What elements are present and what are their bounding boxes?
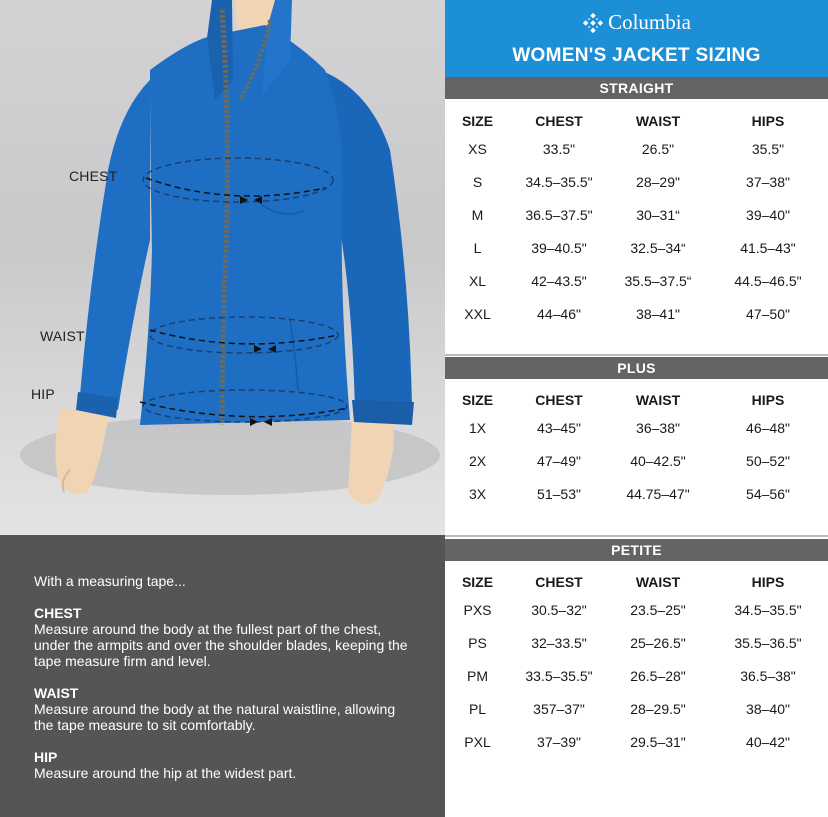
waist-cell: 40–42.5" bbox=[630, 452, 686, 469]
hips-cell: 41.5–43" bbox=[740, 239, 796, 256]
chest-cell: 34.5–35.5" bbox=[525, 173, 593, 190]
hip-instruction bbox=[34, 749, 411, 781]
size-cell: S bbox=[472, 173, 483, 190]
hips-cell: 47–50" bbox=[746, 305, 790, 322]
size-cell: 3X bbox=[468, 485, 487, 502]
section-divider bbox=[445, 535, 828, 537]
jacket-illustration bbox=[0, 0, 445, 535]
table-row bbox=[445, 659, 828, 692]
hip-measure-label: HIP bbox=[31, 386, 55, 402]
straight-section-title: STRAIGHT bbox=[445, 77, 828, 99]
hips-cell: 39–40" bbox=[746, 206, 790, 223]
section-divider bbox=[445, 354, 828, 356]
table-header-row bbox=[445, 110, 828, 132]
column-header: HIPS bbox=[751, 392, 785, 408]
waist-cell: 26.5–28" bbox=[630, 667, 686, 684]
hips-cell: 50–52" bbox=[746, 452, 790, 469]
petite-size-section bbox=[445, 539, 828, 758]
sizing-header bbox=[445, 0, 828, 77]
table-row bbox=[445, 593, 828, 626]
chest-cell: 43–45" bbox=[537, 419, 581, 436]
instructions-intro: With a measuring tape... bbox=[34, 573, 186, 589]
straight-size-section bbox=[445, 77, 828, 330]
jacket-illustration-panel bbox=[0, 0, 445, 535]
chest-instruction-heading: CHEST bbox=[34, 605, 82, 621]
size-cell: XL bbox=[468, 272, 487, 289]
waist-measure-label: WAIST bbox=[40, 328, 85, 344]
waist-instruction-text: Measure around the body at the natural waistline, allowing the tape measure to sit comfortably. bbox=[34, 701, 396, 733]
petite-size-table bbox=[445, 571, 828, 758]
table-row bbox=[445, 692, 828, 725]
table-row bbox=[445, 231, 828, 264]
chest-instruction bbox=[34, 605, 411, 669]
plus-size-section bbox=[445, 357, 828, 510]
table-row bbox=[445, 411, 828, 444]
column-header: WAIST bbox=[635, 392, 681, 408]
waist-cell: 25–26.5" bbox=[630, 634, 686, 651]
table-row bbox=[445, 297, 828, 330]
table-header-row bbox=[445, 389, 828, 411]
size-cell: PL bbox=[468, 700, 487, 717]
chest-instruction-text: Measure around the body at the fullest part of the chest, under the armpits and over the shoulder blades, keeping the tape measure firm and level. bbox=[34, 621, 408, 669]
waist-instruction-heading: WAIST bbox=[34, 685, 79, 701]
column-header: HIPS bbox=[751, 113, 785, 129]
size-cell: PM bbox=[467, 667, 488, 684]
table-row bbox=[445, 198, 828, 231]
table-row bbox=[445, 477, 828, 510]
hips-cell: 40–42" bbox=[746, 733, 790, 750]
plus-section-title: PLUS bbox=[445, 357, 828, 379]
column-header: WAIST bbox=[635, 574, 681, 590]
hips-cell: 36.5–38" bbox=[740, 667, 796, 684]
hips-cell: 44.5–46.5" bbox=[734, 272, 802, 289]
waist-cell: 30–31“ bbox=[636, 206, 680, 223]
chest-cell: 33.5–35.5" bbox=[525, 667, 593, 684]
chest-cell: 51–53" bbox=[537, 485, 581, 502]
size-cell: PXL bbox=[464, 733, 491, 750]
column-header: CHEST bbox=[535, 113, 583, 129]
table-row bbox=[445, 165, 828, 198]
hips-cell: 38–40" bbox=[746, 700, 790, 717]
hips-cell: 35.5" bbox=[751, 140, 785, 157]
brand-logo bbox=[445, 10, 828, 35]
chest-cell: 36.5–37.5" bbox=[525, 206, 593, 223]
chest-cell: 357–37" bbox=[533, 700, 585, 717]
plus-size-table bbox=[445, 389, 828, 510]
waist-cell: 38–41" bbox=[636, 305, 680, 322]
chest-measure-label: CHEST bbox=[69, 168, 118, 184]
column-header: CHEST bbox=[535, 574, 583, 590]
chest-cell: 42–43.5" bbox=[531, 272, 587, 289]
waist-cell: 36–38" bbox=[636, 419, 680, 436]
brand-name: Columbia bbox=[608, 10, 691, 34]
table-header-row bbox=[445, 571, 828, 593]
hips-cell: 54–56" bbox=[746, 485, 790, 502]
chest-cell: 32–33.5" bbox=[531, 634, 587, 651]
hip-instruction-heading: HIP bbox=[34, 749, 58, 765]
chest-cell: 37–39" bbox=[537, 733, 581, 750]
hips-cell: 34.5–35.5" bbox=[734, 601, 802, 618]
size-cell: 1X bbox=[468, 419, 487, 436]
table-row bbox=[445, 444, 828, 477]
waist-cell: 28–29.5" bbox=[630, 700, 686, 717]
size-cell: PXS bbox=[463, 601, 492, 618]
chest-cell: 44–46" bbox=[537, 305, 581, 322]
chest-cell: 30.5–32" bbox=[531, 601, 587, 618]
hip-instruction-text: Measure around the hip at the widest part. bbox=[34, 765, 297, 781]
size-cell: XXL bbox=[464, 305, 491, 322]
hips-cell: 35.5–36.5" bbox=[734, 634, 802, 651]
waist-cell: 29.5–31" bbox=[630, 733, 686, 750]
chest-cell: 33.5" bbox=[542, 140, 576, 157]
straight-size-table bbox=[445, 110, 828, 330]
petite-section-title: PETITE bbox=[445, 539, 828, 561]
column-header: SIZE bbox=[461, 392, 494, 408]
waist-cell: 23.5–25" bbox=[630, 601, 686, 618]
measuring-instructions bbox=[0, 535, 445, 817]
hips-cell: 46–48" bbox=[746, 419, 790, 436]
waist-instruction bbox=[34, 685, 411, 733]
waist-cell: 35.5–37.5“ bbox=[624, 272, 692, 289]
column-header: SIZE bbox=[461, 113, 494, 129]
hips-cell: 37–38" bbox=[746, 173, 790, 190]
chest-cell: 47–49" bbox=[537, 452, 581, 469]
size-cell: L bbox=[473, 239, 482, 256]
columbia-diamond-logo-icon bbox=[582, 12, 604, 34]
column-header: CHEST bbox=[535, 392, 583, 408]
size-cell: PS bbox=[468, 634, 487, 651]
column-header: WAIST bbox=[635, 113, 681, 129]
table-row bbox=[445, 725, 828, 758]
table-row bbox=[445, 132, 828, 165]
waist-cell: 28–29" bbox=[636, 173, 680, 190]
table-row bbox=[445, 626, 828, 659]
size-cell: XS bbox=[468, 140, 487, 157]
chest-cell: 39–40.5" bbox=[531, 239, 587, 256]
size-cell: 2X bbox=[468, 452, 487, 469]
size-cell: M bbox=[471, 206, 484, 223]
table-row bbox=[445, 264, 828, 297]
waist-cell: 44.75–47" bbox=[626, 485, 690, 502]
column-header: SIZE bbox=[461, 574, 494, 590]
page-title: WOMEN'S JACKET SIZING bbox=[512, 45, 761, 66]
waist-cell: 26.5" bbox=[641, 140, 675, 157]
waist-cell: 32.5–34“ bbox=[630, 239, 686, 256]
column-header: HIPS bbox=[751, 574, 785, 590]
